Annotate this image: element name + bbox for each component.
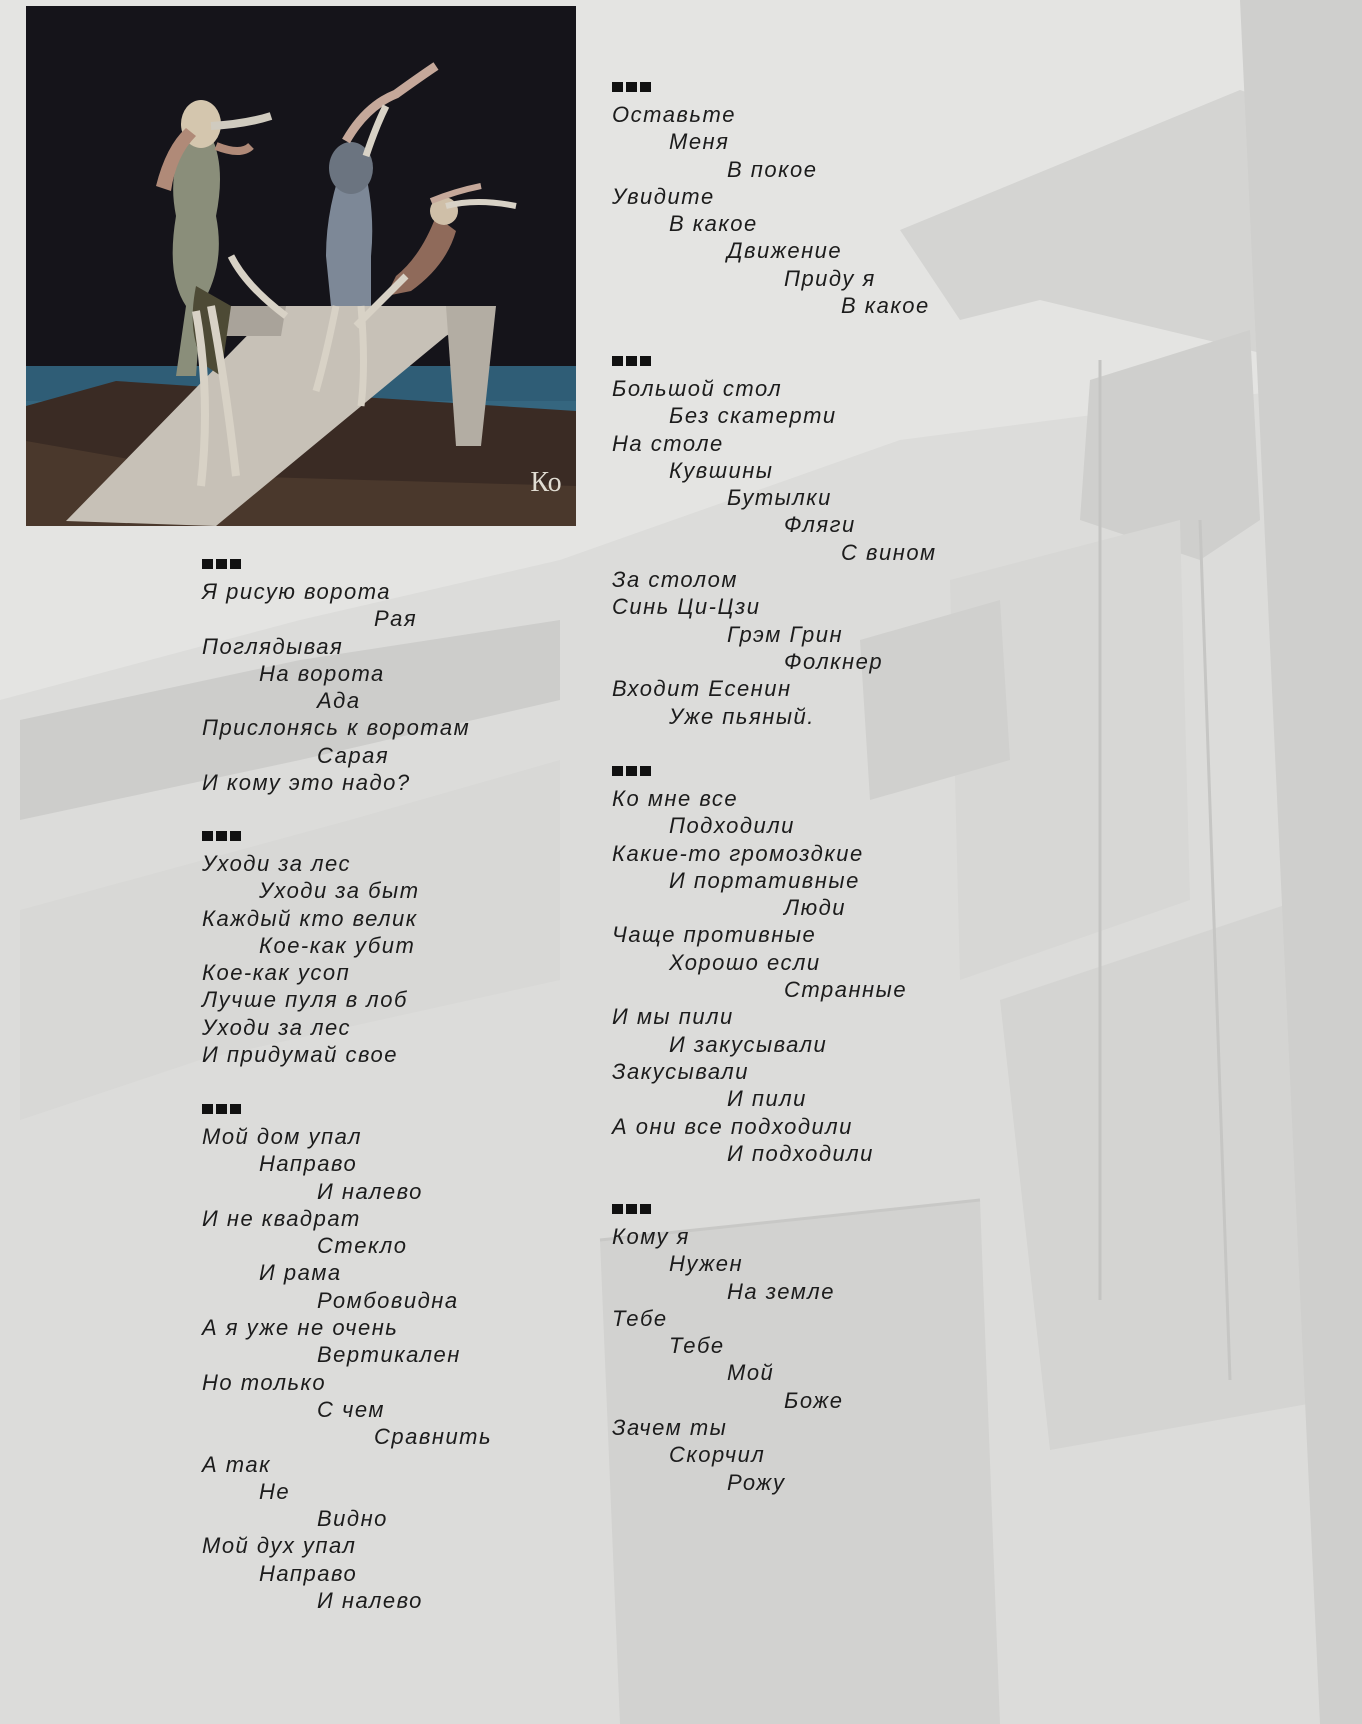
section-marker-icon xyxy=(202,825,420,847)
poem-line: Направо xyxy=(259,1560,358,1586)
poem-line: Уходи за лес xyxy=(202,851,352,876)
marker-square xyxy=(202,559,213,569)
poem-line: С вином xyxy=(841,539,937,565)
marker-square xyxy=(640,82,651,92)
section-marker-icon xyxy=(612,350,937,372)
poem-line: Не xyxy=(259,1478,291,1504)
poem-line: На ворота xyxy=(259,660,385,686)
poem-line: И мы пили xyxy=(612,1004,734,1030)
section-marker-icon xyxy=(202,553,470,575)
poem-line: И не квадрат xyxy=(202,1205,361,1231)
marker-square xyxy=(216,559,227,569)
poem-line: Уже пьяный. xyxy=(669,703,815,729)
poem-line: С чем xyxy=(317,1396,385,1422)
poem-line: Прислонясь к воротам xyxy=(202,715,471,741)
poem-line: Поглядывая xyxy=(202,633,344,659)
poem-line: Подходили xyxy=(669,813,795,839)
poem-line: Кувшины xyxy=(669,457,774,483)
poem-line: Ромбовидна xyxy=(317,1287,459,1313)
poem-line: Увидите xyxy=(612,183,715,209)
poem-line: И налево xyxy=(317,1178,423,1204)
marker-square xyxy=(612,356,623,366)
poem-line: Движение xyxy=(727,238,843,264)
poem-line: Большой стол xyxy=(612,376,783,401)
poem-6 xyxy=(612,760,907,1167)
poem-4 xyxy=(612,76,930,319)
poem-line: Какие-то громоздкие xyxy=(612,840,864,866)
poem-line: В какое xyxy=(841,293,930,319)
poem-line: Кое-как усоп xyxy=(202,960,351,986)
poem-line: Направо xyxy=(259,1151,358,1177)
marker-square xyxy=(640,1204,651,1214)
section-marker-icon xyxy=(612,760,907,782)
marker-square xyxy=(626,356,637,366)
poem-line: Нужен xyxy=(669,1251,744,1277)
poem-line: На земле xyxy=(727,1278,835,1304)
poem-line: И придумай свое xyxy=(202,1042,398,1068)
poem-line: Без скатерти xyxy=(669,403,837,429)
poem-line: А они все подходили xyxy=(612,1113,853,1139)
poem-line: И рама xyxy=(259,1260,342,1286)
section-marker-icon xyxy=(202,1098,492,1120)
poem-line: Скорчил xyxy=(669,1442,766,1468)
poem-5 xyxy=(612,350,937,730)
poem-line: И подходили xyxy=(727,1140,874,1166)
poem-line: Ко мне все xyxy=(612,786,739,811)
poem-line: Каждый кто велик xyxy=(202,905,418,931)
poem-line: Кому я xyxy=(612,1224,690,1249)
poem-line: А так xyxy=(202,1451,271,1477)
artwork-signature: Ко xyxy=(530,467,562,498)
poem-line: Видно xyxy=(317,1506,388,1532)
poem-line: Меня xyxy=(669,129,730,155)
artwork-three-figures xyxy=(26,6,576,526)
section-marker-icon xyxy=(612,76,930,98)
poem-3 xyxy=(202,1098,492,1614)
marker-square xyxy=(640,766,651,776)
poem-line: Стекло xyxy=(317,1233,408,1259)
poem-line: Сравнить xyxy=(374,1424,493,1450)
poem-line: Мой дом упал xyxy=(202,1124,363,1149)
poem-line: Но только xyxy=(202,1369,327,1395)
poem-line: И пили xyxy=(727,1086,807,1112)
poem-line: Боже xyxy=(784,1387,844,1413)
poem-line: Мой xyxy=(727,1360,775,1386)
poem-line: Уходи за быт xyxy=(259,878,420,904)
poem-1 xyxy=(202,553,470,796)
poem-line: Уходи за лес xyxy=(202,1014,352,1040)
poem-line: Тебе xyxy=(669,1333,725,1359)
marker-square xyxy=(230,559,241,569)
poem-line: Рожу xyxy=(727,1469,786,1495)
marker-square xyxy=(230,1104,241,1114)
poem-line: Странные xyxy=(784,977,908,1003)
poem-line: И закусывали xyxy=(669,1031,828,1057)
marker-square xyxy=(626,82,637,92)
marker-square xyxy=(202,831,213,841)
marker-square xyxy=(230,831,241,841)
poem-line: И кому это надо? xyxy=(202,770,411,796)
poem-line: Бутылки xyxy=(727,485,832,511)
poem-line: Приду я xyxy=(784,265,876,291)
poem-line: Оставьте xyxy=(612,102,737,127)
poem-line: Ада xyxy=(317,688,361,714)
poem-line: Тебе xyxy=(612,1305,668,1331)
marker-square xyxy=(612,82,623,92)
marker-square xyxy=(626,766,637,776)
marker-square xyxy=(640,356,651,366)
section-marker-icon xyxy=(612,1198,843,1220)
poem-7 xyxy=(612,1198,843,1496)
poem-line: Входит Есенин xyxy=(612,676,792,702)
poem-line: Фляги xyxy=(784,512,856,538)
marker-square xyxy=(216,1104,227,1114)
poem-line: Лучше пуля в лоб xyxy=(202,987,408,1013)
poem-line: Вертикален xyxy=(317,1342,461,1368)
poem-line: Хорошо если xyxy=(669,949,821,975)
marker-square xyxy=(612,766,623,776)
poem-line: Рая xyxy=(374,606,418,632)
poem-line: Мой дух упал xyxy=(202,1533,357,1559)
marker-square xyxy=(612,1204,623,1214)
marker-square xyxy=(202,1104,213,1114)
poem-line: Я рисую ворота xyxy=(202,579,392,604)
marker-square xyxy=(626,1204,637,1214)
poem-line: В какое xyxy=(669,211,758,237)
poem-line: Закусывали xyxy=(612,1058,749,1084)
poem-line: За столом xyxy=(612,567,738,593)
poem-2 xyxy=(202,825,420,1068)
poem-line: И портативные xyxy=(669,867,860,893)
poem-line: Чаще противные xyxy=(612,922,817,948)
poem-line: В покое xyxy=(727,156,818,182)
poem-line: Зачем ты xyxy=(612,1415,728,1441)
poem-line: Сарая xyxy=(317,742,390,768)
poem-line: А я уже не очень xyxy=(202,1315,399,1341)
poem-line: Синь Ци-Цзи xyxy=(612,594,761,620)
poem-line: Люди xyxy=(784,895,847,921)
poem-line: На столе xyxy=(612,430,724,456)
poem-line: И налево xyxy=(317,1588,423,1614)
poem-line: Фолкнер xyxy=(784,648,884,674)
marker-square xyxy=(216,831,227,841)
poem-line: Грэм Грин xyxy=(727,621,844,647)
poem-line: Кое-как убит xyxy=(259,932,416,958)
